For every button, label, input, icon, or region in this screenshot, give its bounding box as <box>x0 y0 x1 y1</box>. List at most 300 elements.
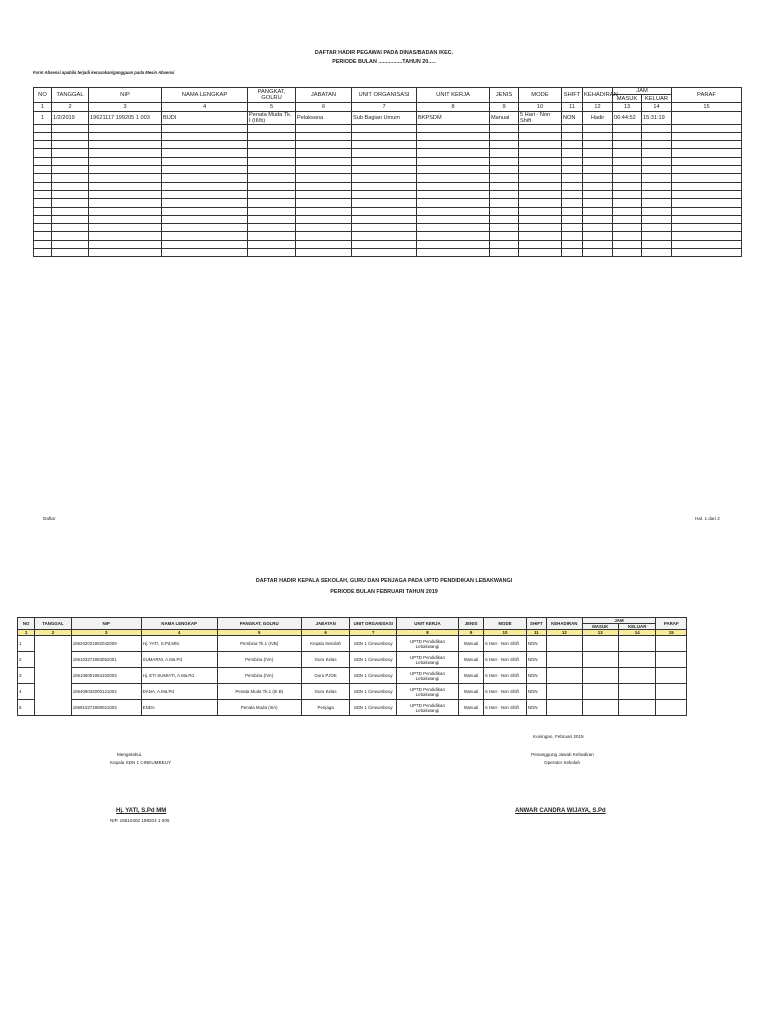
empty-cell <box>519 215 562 223</box>
empty-cell <box>162 182 248 190</box>
empty-cell <box>583 190 613 198</box>
empty-cell <box>352 141 417 149</box>
empty-cell <box>613 157 642 165</box>
empty-cell <box>519 224 562 232</box>
empty-cell <box>162 240 248 248</box>
empty-row <box>34 182 742 190</box>
empty-cell <box>672 182 742 190</box>
empty-cell <box>162 199 248 207</box>
empty-cell <box>89 232 162 240</box>
empty-cell <box>672 174 742 182</box>
empty-cell <box>417 232 490 240</box>
empty-row <box>34 174 742 182</box>
cell-mode: 5 Hari - Non Shift <box>519 111 562 124</box>
empty-cell <box>162 132 248 140</box>
empty-row <box>34 132 742 140</box>
empty-cell <box>490 207 519 215</box>
header-cell: JENIS <box>490 88 519 103</box>
empty-cell <box>547 636 582 652</box>
empty-cell <box>248 124 296 132</box>
cell-nip: 196408032000121002 <box>71 684 141 700</box>
header-cell: PARAF <box>656 618 687 630</box>
empty-cell <box>519 249 562 257</box>
empty-cell <box>583 166 613 174</box>
page1-title: DAFTAR HADIR PEGAWAI PADA DINAS/BADAN /KEC. <box>314 50 454 56</box>
empty-cell <box>656 652 687 668</box>
page2-attendance-table <box>17 617 687 716</box>
empty-cell <box>490 141 519 149</box>
empty-row <box>34 207 742 215</box>
empty-cell <box>613 182 642 190</box>
table-row <box>18 668 687 684</box>
header-cell: SHIFT <box>526 618 546 630</box>
empty-cell <box>582 700 618 716</box>
header-cell: PARAF <box>672 88 742 103</box>
cell-shift: NON <box>526 668 546 684</box>
empty-cell <box>613 132 642 140</box>
empty-cell <box>562 190 583 198</box>
empty-cell <box>89 132 162 140</box>
empty-cell <box>52 124 89 132</box>
empty-cell <box>562 124 583 132</box>
column-number: 2 <box>52 103 89 111</box>
empty-cell <box>417 190 490 198</box>
column-number: 13 <box>613 103 642 111</box>
cell-jabatan: Guru Kelas <box>301 652 350 668</box>
empty-cell <box>417 174 490 182</box>
empty-cell <box>352 174 417 182</box>
empty-cell <box>89 199 162 207</box>
empty-cell <box>417 207 490 215</box>
empty-cell <box>52 141 89 149</box>
empty-cell <box>618 636 656 652</box>
empty-cell <box>34 166 52 174</box>
cell-unit_kerja: UPTD Pendidikan Lebakwangi <box>397 652 459 668</box>
column-number: 7 <box>350 630 397 636</box>
column-number: 11 <box>526 630 546 636</box>
empty-cell <box>52 207 89 215</box>
empty-cell <box>34 149 52 157</box>
empty-cell <box>562 166 583 174</box>
empty-cell <box>583 224 613 232</box>
header-cell: KEHADIRAN <box>583 88 613 103</box>
empty-cell <box>519 157 562 165</box>
empty-cell <box>417 157 490 165</box>
cell-pangkat: Pembina (IVA) <box>217 668 301 684</box>
empty-cell <box>352 199 417 207</box>
empty-cell <box>162 215 248 223</box>
empty-cell <box>642 174 672 182</box>
empty-cell <box>583 182 613 190</box>
header-cell: NIP <box>89 88 162 103</box>
empty-cell <box>672 199 742 207</box>
page1-attendance-table <box>33 87 742 257</box>
empty-cell <box>562 240 583 248</box>
empty-cell <box>490 182 519 190</box>
empty-cell <box>296 182 352 190</box>
empty-cell <box>672 224 742 232</box>
empty-cell <box>248 182 296 190</box>
empty-cell <box>519 232 562 240</box>
empty-cell <box>52 174 89 182</box>
cell-shift: NON <box>526 652 546 668</box>
empty-cell <box>248 149 296 157</box>
empty-cell <box>52 149 89 157</box>
empty-cell <box>34 132 52 140</box>
column-number: 5 <box>217 630 301 636</box>
empty-row <box>34 166 742 174</box>
empty-cell <box>248 215 296 223</box>
empty-cell <box>34 232 52 240</box>
empty-cell <box>89 207 162 215</box>
cell-no: 1 <box>18 636 35 652</box>
empty-cell <box>248 249 296 257</box>
cell-tanggal <box>35 636 71 716</box>
cell-kehadiran: Hadir <box>583 111 613 124</box>
page2-subtitle: PERIODE BULAN FEBRUARI TAHUN 2019 <box>330 589 438 595</box>
page1-note: Form Absensi apabila terjadi kerusakan/gangguan pada Mesin Absensi <box>33 70 175 75</box>
empty-cell <box>52 224 89 232</box>
cell-jenis: Manual <box>458 652 483 668</box>
cell-shift: NON <box>562 111 583 124</box>
empty-cell <box>672 149 742 157</box>
empty-cell <box>519 166 562 174</box>
empty-cell <box>519 182 562 190</box>
empty-cell <box>296 174 352 182</box>
empty-cell <box>490 166 519 174</box>
empty-cell <box>642 199 672 207</box>
cell-no: 2 <box>18 652 35 668</box>
column-number: 9 <box>490 103 519 111</box>
empty-cell <box>672 157 742 165</box>
column-number: 15 <box>672 103 742 111</box>
cell-unit_org: Sub Bagian Umum <box>352 111 417 124</box>
empty-cell <box>352 149 417 157</box>
empty-cell <box>352 124 417 132</box>
empty-cell <box>656 636 687 652</box>
empty-cell <box>52 240 89 248</box>
right-signatory-name: ANWAR CANDRA WIJAYA, S.Pd <box>515 808 606 814</box>
empty-cell <box>642 132 672 140</box>
empty-row <box>34 124 742 132</box>
table-row <box>18 700 687 716</box>
empty-cell <box>583 232 613 240</box>
cell-no: 3 <box>18 668 35 684</box>
cell-mode: 6 Hari - Non Shift <box>484 652 527 668</box>
cell-unit_org: SDN 1 Cineumbeuy <box>350 668 397 684</box>
empty-cell <box>248 132 296 140</box>
empty-cell <box>642 182 672 190</box>
empty-cell <box>417 199 490 207</box>
left-signatory-nip: NIP. 19610402 198204 1 005 <box>110 818 170 823</box>
cell-nama: ENDA <box>141 700 217 716</box>
empty-cell <box>34 240 52 248</box>
empty-cell <box>162 149 248 157</box>
column-number: 5 <box>248 103 296 111</box>
header-cell: MODE <box>519 88 562 103</box>
empty-cell <box>547 684 582 700</box>
empty-cell <box>613 190 642 198</box>
empty-cell <box>562 215 583 223</box>
empty-cell <box>490 149 519 157</box>
empty-cell <box>89 166 162 174</box>
empty-cell <box>490 124 519 132</box>
empty-cell <box>248 240 296 248</box>
header-cell-jam: JAM <box>613 88 672 95</box>
column-number: 8 <box>417 103 490 111</box>
table-row <box>18 684 687 700</box>
empty-cell <box>490 132 519 140</box>
cell-mode: 6 Hari - Non Shift <box>484 668 527 684</box>
cell-mode: 6 Hari - Non Shift <box>484 684 527 700</box>
column-number: 1 <box>34 103 52 111</box>
empty-cell <box>582 636 618 652</box>
header-cell: UNIT KERJA <box>397 618 459 630</box>
cell-unit_org: SDN 1 Cineumbeuy <box>350 684 397 700</box>
empty-cell <box>547 700 582 716</box>
empty-cell <box>352 224 417 232</box>
empty-cell <box>642 249 672 257</box>
empty-cell <box>52 232 89 240</box>
header-cell: JABATAN <box>301 618 350 630</box>
left-label-1: Mengetahui, <box>117 752 143 757</box>
header-cell: NAMA LENGKAP <box>162 88 248 103</box>
empty-row <box>34 141 742 149</box>
table-row <box>18 636 687 652</box>
empty-cell <box>162 141 248 149</box>
column-number: 2 <box>35 630 71 636</box>
header-cell-keluar: KELUAR <box>642 95 672 103</box>
empty-cell <box>490 232 519 240</box>
header-cell: TANGGAL <box>52 88 89 103</box>
cell-no: 4 <box>18 684 35 700</box>
header-cell: JENIS <box>458 618 483 630</box>
empty-cell <box>613 224 642 232</box>
header-row <box>34 88 742 95</box>
header-cell: SHIFT <box>562 88 583 103</box>
empty-cell <box>582 652 618 668</box>
empty-row <box>34 224 742 232</box>
empty-cell <box>656 668 687 684</box>
empty-cell <box>162 174 248 182</box>
empty-cell <box>352 215 417 223</box>
empty-row <box>34 157 742 165</box>
cell-jenis: Manual <box>458 700 483 716</box>
column-number: 6 <box>296 103 352 111</box>
cell-unit_kerja: UPTD Pendidikan Lebakwangi <box>397 700 459 716</box>
empty-cell <box>562 249 583 257</box>
right-label-2: Operator Sekolah <box>544 760 581 765</box>
empty-cell <box>162 207 248 215</box>
empty-cell <box>583 124 613 132</box>
empty-cell <box>417 240 490 248</box>
empty-cell <box>52 249 89 257</box>
column-number: 8 <box>397 630 459 636</box>
empty-cell <box>613 232 642 240</box>
cell-jabatan: Guru Kelas <box>301 684 350 700</box>
empty-cell <box>162 249 248 257</box>
empty-cell <box>248 190 296 198</box>
empty-cell <box>642 190 672 198</box>
empty-cell <box>296 207 352 215</box>
empty-cell <box>34 207 52 215</box>
empty-cell <box>583 174 613 182</box>
empty-cell <box>672 166 742 174</box>
cell-nip: 196202021982042009 <box>71 636 141 652</box>
empty-row <box>34 215 742 223</box>
cell-no: 1 <box>34 111 52 124</box>
table-row <box>18 652 687 668</box>
empty-cell <box>672 232 742 240</box>
empty-cell <box>618 700 656 716</box>
header-cell: JABATAN <box>296 88 352 103</box>
empty-cell <box>547 668 582 684</box>
empty-cell <box>352 249 417 257</box>
empty-cell <box>562 232 583 240</box>
cell-shift: NON <box>526 684 546 700</box>
empty-cell <box>519 207 562 215</box>
header-cell: NO <box>18 618 35 630</box>
empty-cell <box>562 141 583 149</box>
empty-cell <box>672 207 742 215</box>
empty-cell <box>89 182 162 190</box>
place-date: Kuningan, Februari 2019 <box>533 734 584 739</box>
header-cell-masuk: MASUK <box>613 95 642 103</box>
empty-cell <box>519 124 562 132</box>
empty-cell <box>417 149 490 157</box>
empty-cell <box>672 124 742 132</box>
header-cell: UNIT ORGANISASI <box>352 88 417 103</box>
empty-cell <box>34 124 52 132</box>
empty-cell <box>672 141 742 149</box>
empty-cell <box>519 149 562 157</box>
empty-cell <box>547 652 582 668</box>
cell-unit_kerja: UPTD Pendidikan Lebakwangi <box>397 684 459 700</box>
cell-nama: DANA, A.Ma.Pd <box>141 684 217 700</box>
page1-footer-right: Hal. 1 dari 2 <box>695 516 720 521</box>
empty-row <box>34 190 742 198</box>
empty-cell <box>642 240 672 248</box>
empty-cell <box>352 240 417 248</box>
column-number-row <box>34 103 742 111</box>
empty-cell <box>248 141 296 149</box>
empty-cell <box>642 224 672 232</box>
empty-cell <box>417 132 490 140</box>
column-number: 3 <box>89 103 162 111</box>
column-number: 13 <box>582 630 618 636</box>
header-cell: NO <box>34 88 52 103</box>
empty-cell <box>618 684 656 700</box>
empty-cell <box>248 232 296 240</box>
column-number: 4 <box>141 630 217 636</box>
column-number: 15 <box>656 630 687 636</box>
cell-jenis: Manual <box>458 668 483 684</box>
empty-cell <box>583 207 613 215</box>
empty-cell <box>89 141 162 149</box>
empty-row <box>34 240 742 248</box>
empty-cell <box>642 215 672 223</box>
empty-cell <box>490 190 519 198</box>
page1-subtitle: PERIODE BULAN ................TAHUN 20..... <box>332 59 436 65</box>
column-number: 3 <box>71 630 141 636</box>
empty-cell <box>562 157 583 165</box>
empty-cell <box>89 215 162 223</box>
empty-cell <box>583 215 613 223</box>
empty-cell <box>352 166 417 174</box>
empty-cell <box>618 652 656 668</box>
empty-row <box>34 232 742 240</box>
empty-cell <box>352 132 417 140</box>
empty-cell <box>490 249 519 257</box>
empty-cell <box>582 684 618 700</box>
empty-cell <box>248 174 296 182</box>
cell-mode: 6 Hari - Non Shift <box>484 636 527 652</box>
empty-cell <box>562 174 583 182</box>
header-cell-jam: JAM <box>582 618 656 624</box>
cell-unit_kerja: UPTD Pendidikan Lebakwangi <box>397 636 459 652</box>
empty-cell <box>613 199 642 207</box>
empty-cell <box>519 132 562 140</box>
right-label-1: Penanggung Jawab Kehadiran <box>531 752 594 757</box>
empty-cell <box>34 182 52 190</box>
cell-unit_org: SDN 1 Cineumbeuy <box>350 700 397 716</box>
empty-cell <box>642 124 672 132</box>
empty-cell <box>34 190 52 198</box>
cell-paraf <box>672 111 742 124</box>
column-number: 1 <box>18 630 35 636</box>
empty-cell <box>417 215 490 223</box>
empty-cell <box>296 224 352 232</box>
empty-cell <box>642 207 672 215</box>
cell-unit_kerja: BKPSDM <box>417 111 490 124</box>
cell-no: 5 <box>18 700 35 716</box>
empty-cell <box>519 174 562 182</box>
empty-cell <box>52 132 89 140</box>
cell-pangkat: Penata Muda (IIIA) <box>217 700 301 716</box>
cell-masuk: 06:44:52 <box>613 111 642 124</box>
column-number: 7 <box>352 103 417 111</box>
empty-cell <box>583 157 613 165</box>
empty-cell <box>34 199 52 207</box>
empty-cell <box>642 149 672 157</box>
cell-nip: 19621117 199205 1 003 <box>89 111 162 124</box>
left-label-2: Kepala SDN 1 CINEUMBEUY <box>110 760 172 765</box>
empty-cell <box>248 157 296 165</box>
empty-cell <box>34 249 52 257</box>
empty-cell <box>417 249 490 257</box>
empty-cell <box>490 215 519 223</box>
empty-cell <box>519 240 562 248</box>
empty-cell <box>583 199 613 207</box>
empty-cell <box>583 141 613 149</box>
empty-cell <box>562 199 583 207</box>
empty-cell <box>613 166 642 174</box>
empty-cell <box>89 224 162 232</box>
empty-cell <box>162 157 248 165</box>
empty-cell <box>352 157 417 165</box>
empty-cell <box>162 166 248 174</box>
empty-cell <box>52 166 89 174</box>
empty-cell <box>613 249 642 257</box>
page1-footer-left: Daftar <box>43 516 56 521</box>
empty-cell <box>352 182 417 190</box>
column-number: 12 <box>583 103 613 111</box>
cell-jenis: Manual <box>458 684 483 700</box>
empty-cell <box>642 232 672 240</box>
empty-cell <box>583 249 613 257</box>
page2-title: DAFTAR HADIR KEPALA SEKOLAH, GURU DAN PENJAGA PADA UPTD PENDIDIKAN LEBAKWANGI <box>255 578 513 584</box>
empty-cell <box>162 232 248 240</box>
